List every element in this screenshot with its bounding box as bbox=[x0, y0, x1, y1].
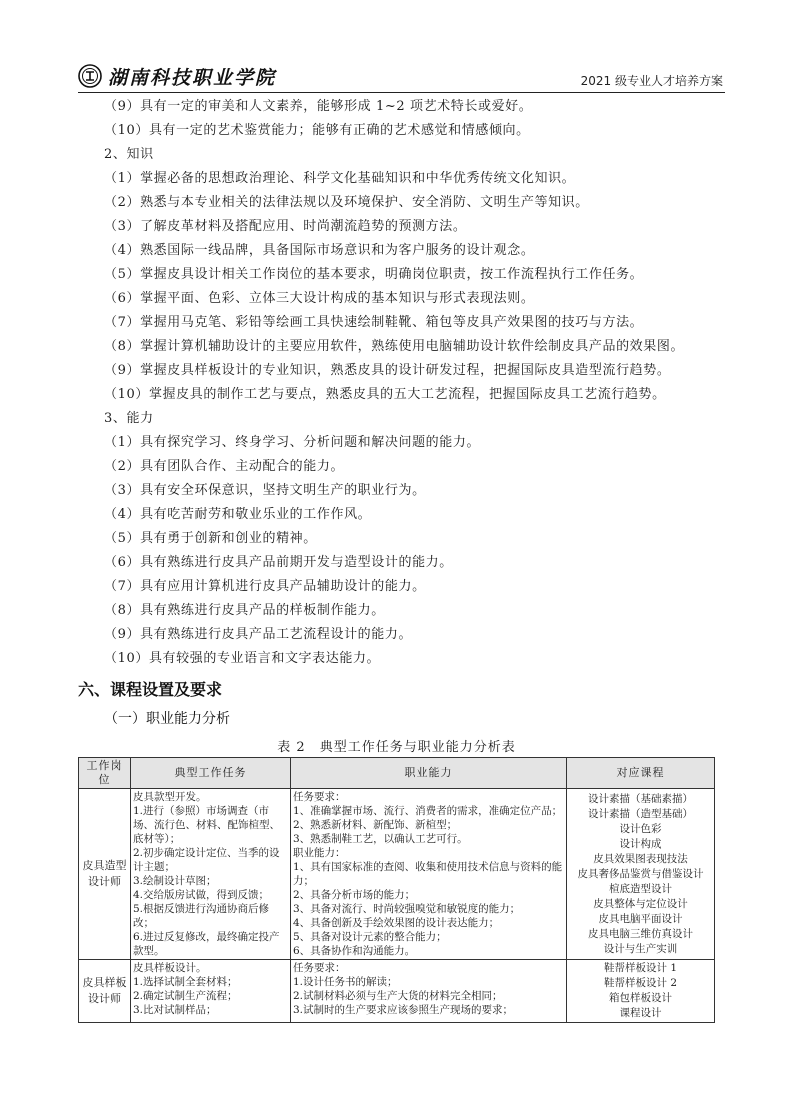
cell-tasks bbox=[131, 789, 291, 960]
cell-line: 3、具备对流行、时尚较强嗅觉和敏锐度的能力； bbox=[293, 903, 521, 915]
body-line: （5）具有勇于创新和创业的精神。 bbox=[104, 531, 317, 546]
body-line: 3、能力 bbox=[104, 411, 154, 426]
school-logo bbox=[78, 62, 276, 90]
cell-line: 职业能力： bbox=[293, 847, 346, 859]
body-line: （1）掌握必备的思想政治理论、科学文化基础知识和中华优秀传统文化知识。 bbox=[104, 171, 576, 186]
cell-line: 3、熟悉制鞋工艺，以确认工艺可行。 bbox=[293, 833, 468, 845]
cell-line: 5、具备对设计元素的整合能力； bbox=[293, 931, 447, 943]
body-line: （9）具有熟练进行皮具产品工艺流程设计的能力。 bbox=[104, 627, 413, 642]
body-line: （10）具有较强的专业语言和文字表达能力。 bbox=[104, 651, 381, 666]
table-body bbox=[79, 789, 715, 1023]
body-line: （5）掌握皮具设计相关工作岗位的基本要求，明确岗位职责，按工作流程执行工作任务。 bbox=[104, 267, 644, 282]
cell-line: 皮具样板 bbox=[82, 976, 127, 989]
cell-line: 设计师 bbox=[88, 992, 121, 1005]
cell-line: 设计色彩 bbox=[619, 822, 662, 835]
cell-line: 皮具造型 bbox=[82, 859, 127, 872]
body-line: （4）具有吃苦耐劳和敬业乐业的工作作风。 bbox=[104, 507, 372, 522]
cell-line: 2、熟悉新材料、新配饰、新楦型； bbox=[293, 819, 458, 831]
cell-line: 6、具备协作和沟通能力。 bbox=[293, 945, 416, 957]
body-line: （4）熟悉国际一线品牌，具备国际市场意识和为客户服务的设计观念。 bbox=[104, 243, 535, 258]
body-line: （1）具有探究学习、终身学习、分析问题和解决问题的能力。 bbox=[104, 435, 481, 450]
cell-line: 2.初步确定设计定位、当季的设计主题； bbox=[133, 847, 280, 873]
cell-line: 2、具备分析市场的能力； bbox=[293, 889, 416, 901]
subsection-heading: （一）职业能力分析 bbox=[104, 711, 230, 727]
body-line: （2）具有团队合作、主动配合的能力。 bbox=[104, 459, 345, 474]
body-line: （7）具有应用计算机进行皮具产品辅助设计的能力。 bbox=[104, 579, 426, 594]
cell-line: 皮具效果图表现技法 bbox=[593, 852, 688, 865]
cell-line: 设计师 bbox=[88, 875, 121, 888]
cell-line: 1.选择试制全套材料； bbox=[133, 976, 238, 988]
cell-line: 设计素描（基础素描） bbox=[588, 792, 693, 805]
body-line: （9）掌握皮具样板设计的专业知识，熟悉皮具的设计研发过程，把握国际皮具造型流行趋势。 bbox=[104, 363, 671, 378]
page-header bbox=[78, 60, 725, 93]
cell-line: 皮具整体与定位设计 bbox=[593, 897, 688, 910]
cell-line: 皮具款型开发。 bbox=[133, 791, 207, 803]
body-line: （9）具有一定的审美和人文素养，能够形成 1~2 项艺术特长或爱好。 bbox=[104, 99, 533, 114]
cell-line: 楦底造型设计 bbox=[609, 882, 672, 895]
cell-line: 1.设计任务书的解读； bbox=[293, 976, 398, 988]
body-line: （2）熟悉与本专业相关的法律法规以及环境保护、安全消防、文明生产等知识。 bbox=[104, 195, 589, 210]
table-row bbox=[79, 960, 715, 1023]
cell-line: 皮具奢侈品鉴赏与借鉴设计 bbox=[577, 867, 704, 880]
body-line: （6）掌握平面、色彩、立体三大设计构成的基本知识与形式表现法则。 bbox=[104, 291, 535, 306]
cell-line: 4、具备创新及手绘效果图的设计表达能力； bbox=[293, 917, 500, 929]
column-header-post: 工作岗位 bbox=[79, 758, 131, 789]
body-line: （3）具有安全环保意识，坚持文明生产的职业行为。 bbox=[104, 483, 426, 498]
school-name: 湖南科技职业学院 bbox=[108, 66, 277, 89]
cell-line: 课程设计 bbox=[619, 1007, 662, 1019]
cell-line: 鞋帮样板设计 2 bbox=[603, 977, 678, 989]
table-row bbox=[79, 789, 715, 960]
cell-line: 任务要求： bbox=[293, 962, 346, 974]
cell-line: 3.比对试制样品； bbox=[133, 1004, 217, 1016]
body-line: （3）了解皮革材料及搭配应用、时尚潮流趋势的预测方法。 bbox=[104, 219, 467, 234]
cell-line: 设计构成 bbox=[619, 837, 662, 850]
table-header-row bbox=[79, 758, 715, 789]
cell-line: 3.绘制设计草图； bbox=[133, 875, 217, 887]
body-line: （10）掌握皮具的制作工艺与要点，熟悉皮具的五大工艺流程，把握国际皮具工艺流行趋势。 bbox=[104, 387, 666, 402]
document-title: 2021 级专业人才培养方案 bbox=[580, 74, 723, 88]
cell-courses bbox=[567, 960, 715, 1023]
cell-line: 设计与生产实训 bbox=[603, 942, 678, 955]
cell-line: 1、准确掌握市场、流行、消费者的需求，准确定位产品； bbox=[293, 805, 563, 817]
cell-line: 设计素描（造型基础） bbox=[588, 807, 693, 820]
section-heading: 六、课程设置及要求 bbox=[78, 680, 223, 699]
cell-line: 1、具有国家标准的查阅、收集和使用技术信息与资料的能力； bbox=[293, 861, 563, 887]
cell-line: 5.根据反馈进行沟通协商后修改； bbox=[133, 903, 270, 929]
cell-line: 1.进行（参照）市场调查（市场、流行色、材料、配饰楦型、底材等）； bbox=[133, 805, 280, 845]
cell-line: 箱包样板设计 bbox=[609, 992, 672, 1004]
cell-courses bbox=[567, 789, 715, 960]
ability-analysis-table bbox=[78, 757, 715, 1023]
cell-line: 2.确定试制生产流程； bbox=[133, 990, 238, 1002]
body-line: （8）掌握计算机辅助设计的主要应用软件，熟练使用电脑辅助设计软件绘制皮具产品的效果图。 bbox=[104, 339, 685, 354]
cell-line: 皮具电脑三维仿真设计 bbox=[588, 927, 693, 940]
cell-line: 6.进过反复修改，最终确定投产款型。 bbox=[133, 931, 280, 957]
column-header-tasks: 典型工作任务 bbox=[131, 758, 291, 789]
body-line: 2、知识 bbox=[104, 147, 154, 162]
cell-post bbox=[79, 789, 131, 960]
cell-abilities bbox=[291, 789, 567, 960]
column-header-abilities: 职业能力 bbox=[291, 758, 567, 789]
cell-line: 3.试制时的生产要求应该参照生产现场的要求； bbox=[293, 1004, 514, 1016]
school-seal-icon bbox=[78, 64, 102, 88]
cell-post bbox=[79, 960, 131, 1023]
body-line: （10）具有一定的艺术鉴赏能力；能够有正确的艺术感觉和情感倾向。 bbox=[104, 123, 530, 138]
cell-line: 鞋帮样板设计 1 bbox=[603, 962, 678, 974]
table-caption: 表 2 典型工作任务与职业能力分析表 bbox=[277, 740, 516, 755]
cell-line: 任务要求： bbox=[293, 791, 346, 803]
body-line: （7）掌握用马克笔、彩铅等绘画工具快速绘制鞋靴、箱包等皮具产效果图的技巧与方法。 bbox=[104, 315, 644, 330]
cell-abilities bbox=[291, 960, 567, 1023]
column-header-courses: 对应课程 bbox=[567, 758, 715, 789]
body-line: （8）具有熟练进行皮具产品的样板制作能力。 bbox=[104, 603, 385, 618]
cell-line: 皮具电脑平面设计 bbox=[598, 912, 683, 925]
cell-line: 皮具样板设计。 bbox=[133, 962, 207, 974]
cell-tasks bbox=[131, 960, 291, 1023]
body-line: （6）具有熟练进行皮具产品前期开发与造型设计的能力。 bbox=[104, 555, 453, 570]
cell-line: 4.交给版房试做，得到反馈； bbox=[133, 889, 270, 901]
cell-line: 2.试制材料必须与生产大货的材料完全相同； bbox=[293, 990, 503, 1002]
